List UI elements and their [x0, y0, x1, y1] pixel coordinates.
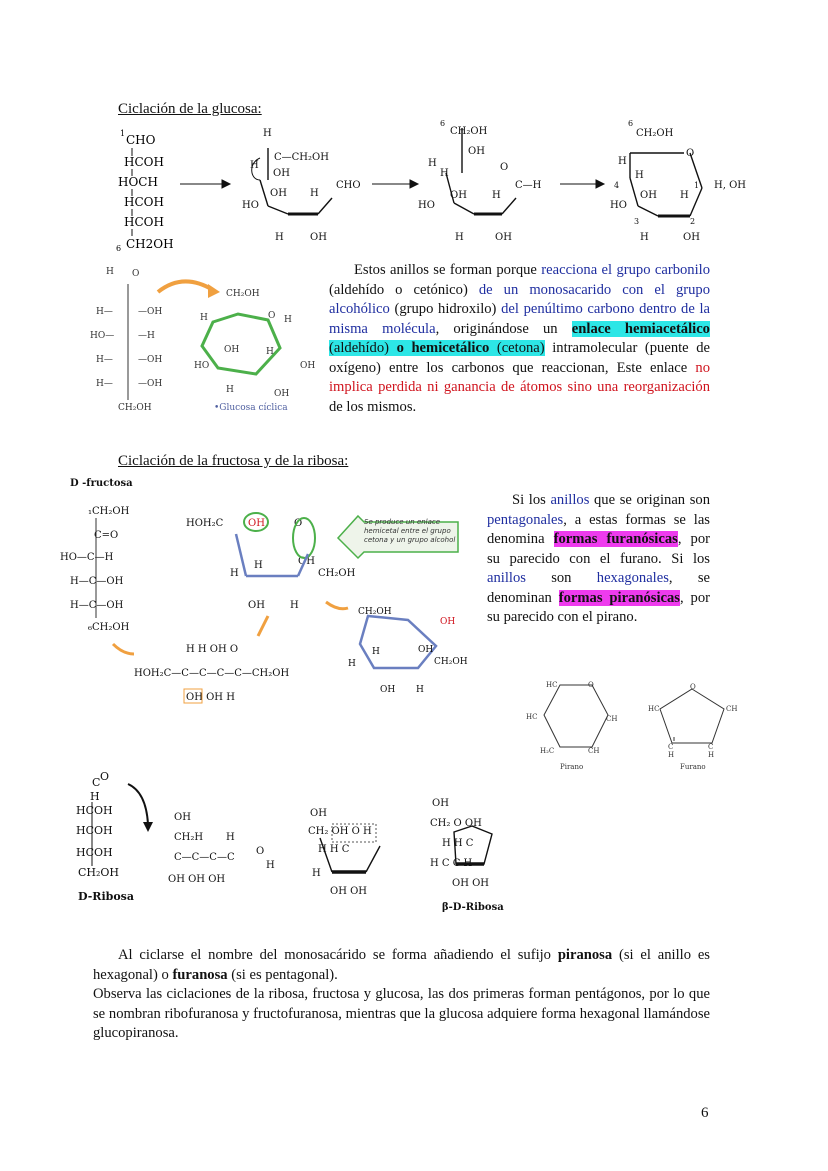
svg-text:C: C: [92, 776, 101, 789]
svg-text:CH₂OH: CH₂OH: [636, 128, 674, 139]
svg-text:H: H: [290, 600, 299, 611]
svg-text:O: O: [132, 269, 140, 279]
svg-text:H: H: [348, 659, 356, 669]
svg-text:CH: CH: [726, 705, 738, 713]
svg-text:6: 6: [628, 119, 634, 128]
svg-text:OH: OH: [248, 600, 265, 611]
fructose-cyclization-diagram: [58, 476, 478, 716]
svg-text:H: H: [284, 315, 292, 325]
svg-text:—OH: —OH: [138, 379, 163, 389]
svg-text:CH₂OH: CH₂OH: [434, 657, 468, 667]
svg-text:H: H: [708, 751, 715, 759]
svg-text:H: H: [440, 168, 449, 179]
svg-text:O: O: [268, 311, 276, 321]
svg-text:H₂C: H₂C: [540, 747, 555, 755]
glucose-cyclization-diagram: [110, 118, 770, 258]
svg-text:OH: OH: [418, 645, 434, 655]
svg-text:H H C: H H C: [318, 844, 350, 855]
svg-text:H—: H—: [96, 379, 113, 389]
svg-text:—OH: —OH: [138, 307, 163, 317]
svg-text:H: H: [310, 188, 319, 199]
svg-text:C—C—C—C: C—C—C—C: [174, 852, 235, 863]
svg-text:H: H: [372, 647, 380, 657]
svg-text:OH: OH: [640, 190, 657, 201]
svg-text:H H C: H H C: [442, 838, 474, 849]
svg-text:CHO: CHO: [336, 180, 361, 191]
svg-text:OH: OH: [468, 146, 485, 157]
svg-text:H: H: [226, 385, 234, 395]
svg-text:OH: OH: [432, 798, 449, 809]
ribose-cyclization-diagram: [70, 772, 530, 917]
glucose-cyclic-illustration: [88, 262, 318, 422]
glucose-explanation: Estos anillos se forman porque reacciona el grupo carbonilo (aldehído o cetónico) de un monosacarido con el grupo alcohólico (grupo hidroxilo) del penúltimo carbono dentro de la misma molécula, originándose un enlace hemiacetálico (aldehído) o hemicetálico (cetona) intramolecular (puente de oxígeno) entre los carbonos que reaccionan, Este enlace no implica perdida ni ganancia de átomos sino una reorganización de los mismos.: [329, 262, 711, 415]
svg-text:CH₂OH: CH₂OH: [118, 403, 152, 413]
svg-text:H—C—OH: H—C—OH: [70, 576, 124, 587]
svg-text:OH OH OH: OH OH OH: [168, 874, 226, 885]
svg-text:OH: OH: [174, 812, 191, 823]
page-number: 6: [701, 1105, 709, 1121]
glucose-fischer-chain: [116, 129, 174, 253]
svg-text:₆CH₂OH: ₆CH₂OH: [88, 622, 130, 633]
svg-text:C—CH₂OH: C—CH₂OH: [274, 152, 329, 163]
svg-text:O: O: [686, 148, 695, 159]
svg-text:O: O: [294, 518, 303, 529]
chain-c5: HCOH: [124, 215, 164, 229]
svg-text:C: C: [708, 743, 714, 751]
svg-text:OH OH: OH OH: [330, 886, 368, 897]
svg-text:HOH₂C—C—C—C—C—CH₂OH: HOH₂C—C—C—C—C—CH₂OH: [134, 668, 290, 679]
svg-text:C—H: C—H: [515, 180, 542, 191]
svg-text:O: O: [256, 846, 265, 857]
svg-text:CH₂ OH O H: CH₂ OH O H: [308, 826, 372, 837]
d-ribosa-label: D-Ribosa: [78, 890, 134, 903]
svg-text:H: H: [266, 347, 274, 357]
pyran-furan-diagram: [520, 675, 750, 775]
svg-text:OH: OH: [440, 617, 456, 627]
svg-text:CH: CH: [588, 747, 600, 755]
svg-text:H: H: [250, 160, 259, 171]
svg-text:OH OH H: OH OH H: [186, 692, 235, 703]
svg-text:—OH: —OH: [138, 355, 163, 365]
svg-text:OH: OH: [274, 389, 290, 399]
svg-text:HCOH: HCOH: [76, 824, 113, 837]
chain-c3: HOCH: [118, 175, 158, 189]
svg-text:CH₂ O OH: CH₂ O OH: [430, 818, 482, 829]
svg-text:CH₂H: CH₂H: [174, 832, 204, 843]
chain-number-1: 1: [120, 129, 126, 138]
svg-text:—H: —H: [138, 331, 155, 341]
svg-text:OH: OH: [298, 556, 315, 567]
svg-text:HO—C—H: HO—C—H: [60, 552, 114, 563]
svg-text:H: H: [635, 170, 644, 181]
svg-text:H: H: [416, 685, 424, 695]
svg-text:₁CH₂OH: ₁CH₂OH: [88, 506, 130, 517]
furanose-explanation: Si los anillos que se originan son pentagonales, a estas formas se las denomina formas furanósicas, por su parecido con el furano. Si los anillos son hexagonales, se denominan formas piranósicas, por su parecido con el pirano.: [487, 492, 710, 625]
anomer-label: H, OH: [714, 180, 746, 191]
hemicetal-callout: Se produce un enlace hemicetal entre el grupo cetona y un grupo alcohol: [364, 518, 456, 544]
svg-text:HO: HO: [610, 200, 627, 211]
svg-text:HCOH: HCOH: [76, 846, 113, 859]
svg-text:H: H: [254, 560, 263, 571]
svg-text:H: H: [90, 790, 100, 803]
svg-text:H—: H—: [96, 307, 113, 317]
pirano-label: Pirano: [560, 763, 584, 771]
svg-text:HO: HO: [194, 361, 210, 371]
svg-text:HO: HO: [242, 200, 259, 211]
svg-text:H: H: [106, 267, 114, 277]
svg-text:OH: OH: [310, 808, 327, 819]
svg-text:H: H: [618, 156, 627, 167]
furano-label: Furano: [680, 763, 706, 771]
chain-c6: CH2OH: [126, 237, 174, 251]
d-fructosa-label: D -fructosa: [70, 478, 133, 489]
svg-text:CH₂OH: CH₂OH: [358, 607, 392, 617]
svg-text:OH OH: OH OH: [452, 878, 490, 889]
svg-text:OH: OH: [310, 232, 327, 243]
svg-text:1: 1: [694, 181, 700, 190]
fructose-heading: Ciclación de la fructosa y de la ribosa:: [118, 453, 349, 469]
svg-text:HC: HC: [546, 681, 558, 689]
closing-paragraph: Al ciclarse el nombre del monosacárido se forma añadiendo el sufijo piranosa (si el anillo es hexagonal) o furanosa (si es pentagonal). Observa las ciclaciones de la ribosa, fructosa y glucosa, las dos primeras forman pentágonos, por lo que se nombran ribofuranosa y fructofuranosa, mientras que la glucosa adquiere forma hexagonal llamándose glucopiranosa.: [93, 947, 710, 1041]
svg-text:OH: OH: [300, 361, 316, 371]
svg-text:CH: CH: [606, 715, 618, 723]
svg-text:HCOH: HCOH: [76, 804, 113, 817]
svg-text:HO: HO: [418, 200, 435, 211]
svg-text:OH: OH: [270, 188, 287, 199]
svg-text:CH₂OH: CH₂OH: [78, 866, 120, 879]
svg-text:H: H: [680, 190, 689, 201]
svg-text:HC: HC: [526, 713, 538, 721]
svg-text:OH: OH: [224, 345, 240, 355]
svg-text:O: O: [100, 772, 110, 783]
svg-text:H: H: [226, 832, 235, 843]
svg-text:OH: OH: [450, 190, 467, 201]
svg-text:HOH₂C: HOH₂C: [186, 518, 224, 529]
svg-text:H: H: [266, 860, 275, 871]
svg-text:4: 4: [614, 181, 620, 190]
glucose-heading: Ciclación de la glucosa:: [118, 101, 262, 117]
svg-text:H C C H: H C C H: [430, 858, 473, 869]
svg-text:CH₂OH: CH₂OH: [318, 568, 356, 579]
glucose-cyclic-caption: •Glucosa cíclica: [214, 403, 288, 413]
svg-text:CH₂OH: CH₂OH: [450, 126, 488, 137]
svg-text:H: H: [275, 232, 284, 243]
chain-number-6: 6: [116, 244, 122, 253]
svg-text:H—C—OH: H—C—OH: [70, 600, 124, 611]
svg-text:H: H: [492, 190, 501, 201]
svg-text:OH: OH: [273, 168, 290, 179]
svg-text:H: H: [428, 158, 437, 169]
svg-text:OH: OH: [683, 232, 700, 243]
svg-text:6: 6: [440, 119, 446, 128]
svg-text:H: H: [668, 751, 675, 759]
svg-text:HC: HC: [648, 705, 660, 713]
svg-text:H—: H—: [96, 355, 113, 365]
beta-ribosa-label: β-D-Ribosa: [442, 902, 504, 913]
svg-text:O: O: [500, 162, 509, 173]
svg-text:C: C: [668, 743, 674, 751]
svg-text:H H OH O: H H OH O: [186, 644, 239, 655]
svg-text:OH: OH: [248, 518, 265, 529]
chain-c4: HCOH: [124, 195, 164, 209]
svg-text:2: 2: [690, 217, 696, 226]
svg-text:H: H: [640, 232, 649, 243]
svg-text:3: 3: [634, 217, 640, 226]
svg-text:C=O: C=O: [94, 530, 119, 541]
svg-text:O: O: [588, 681, 594, 689]
svg-text:H: H: [200, 313, 208, 323]
chain-c1: CHO: [126, 133, 156, 147]
svg-text:O: O: [690, 683, 696, 691]
svg-text:CH₂OH: CH₂OH: [226, 289, 260, 299]
svg-text:OH: OH: [495, 232, 512, 243]
svg-text:H: H: [312, 868, 321, 879]
svg-text:H: H: [263, 128, 272, 139]
svg-text:H: H: [230, 568, 239, 579]
svg-text:OH: OH: [380, 685, 396, 695]
svg-text:H: H: [455, 232, 464, 243]
chain-c2: HCOH: [124, 155, 164, 169]
svg-text:HO—: HO—: [90, 331, 115, 341]
